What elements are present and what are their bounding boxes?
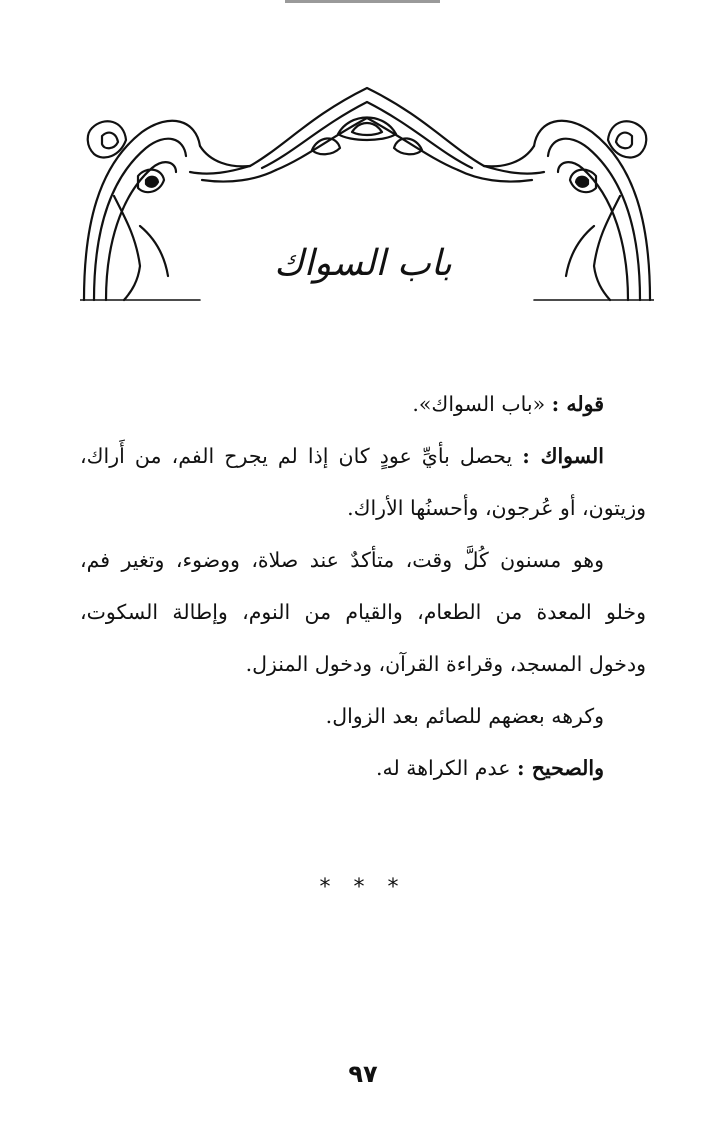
paragraph-5-text: عدم الكراهة له.: [375, 756, 518, 780]
paragraph-2-lead: السواك :: [522, 444, 604, 468]
paragraph-3: وهو مسنون كُلَّ وقت، متأكدٌ عند صلاة، ووضوء، وتغير فم، وخلو المعدة من الطعام، والقيام من النوم، وإطالة السكوت، ودخول المسجد، وقراءة القرآن، ودخول المنزل.: [80, 548, 646, 676]
paragraph-5-lead: والصحيح :: [517, 756, 604, 780]
paragraph-1-lead: قوله :: [551, 392, 604, 416]
text-body: [80, 378, 646, 794]
paragraph-2: [80, 430, 646, 534]
paragraph-1-text: «باب السواك».: [412, 392, 552, 416]
paragraph-1: [80, 378, 646, 430]
paragraph-5: [80, 742, 646, 794]
top-rule: [285, 0, 440, 3]
chapter-title: باب السواك: [274, 242, 452, 284]
paragraph-4: وكرهه بعضهم للصائم بعد الزوال.: [325, 704, 604, 728]
page-number: ٩٧: [348, 1060, 378, 1088]
paragraph-2-text: يحصل بأيِّ عودٍ كان إذا لم يجرح الفم، من أَراك، وزيتون، أو عُرجون، وأحسنُها الأراك.: [80, 444, 646, 520]
section-separator: * * *: [319, 875, 407, 900]
